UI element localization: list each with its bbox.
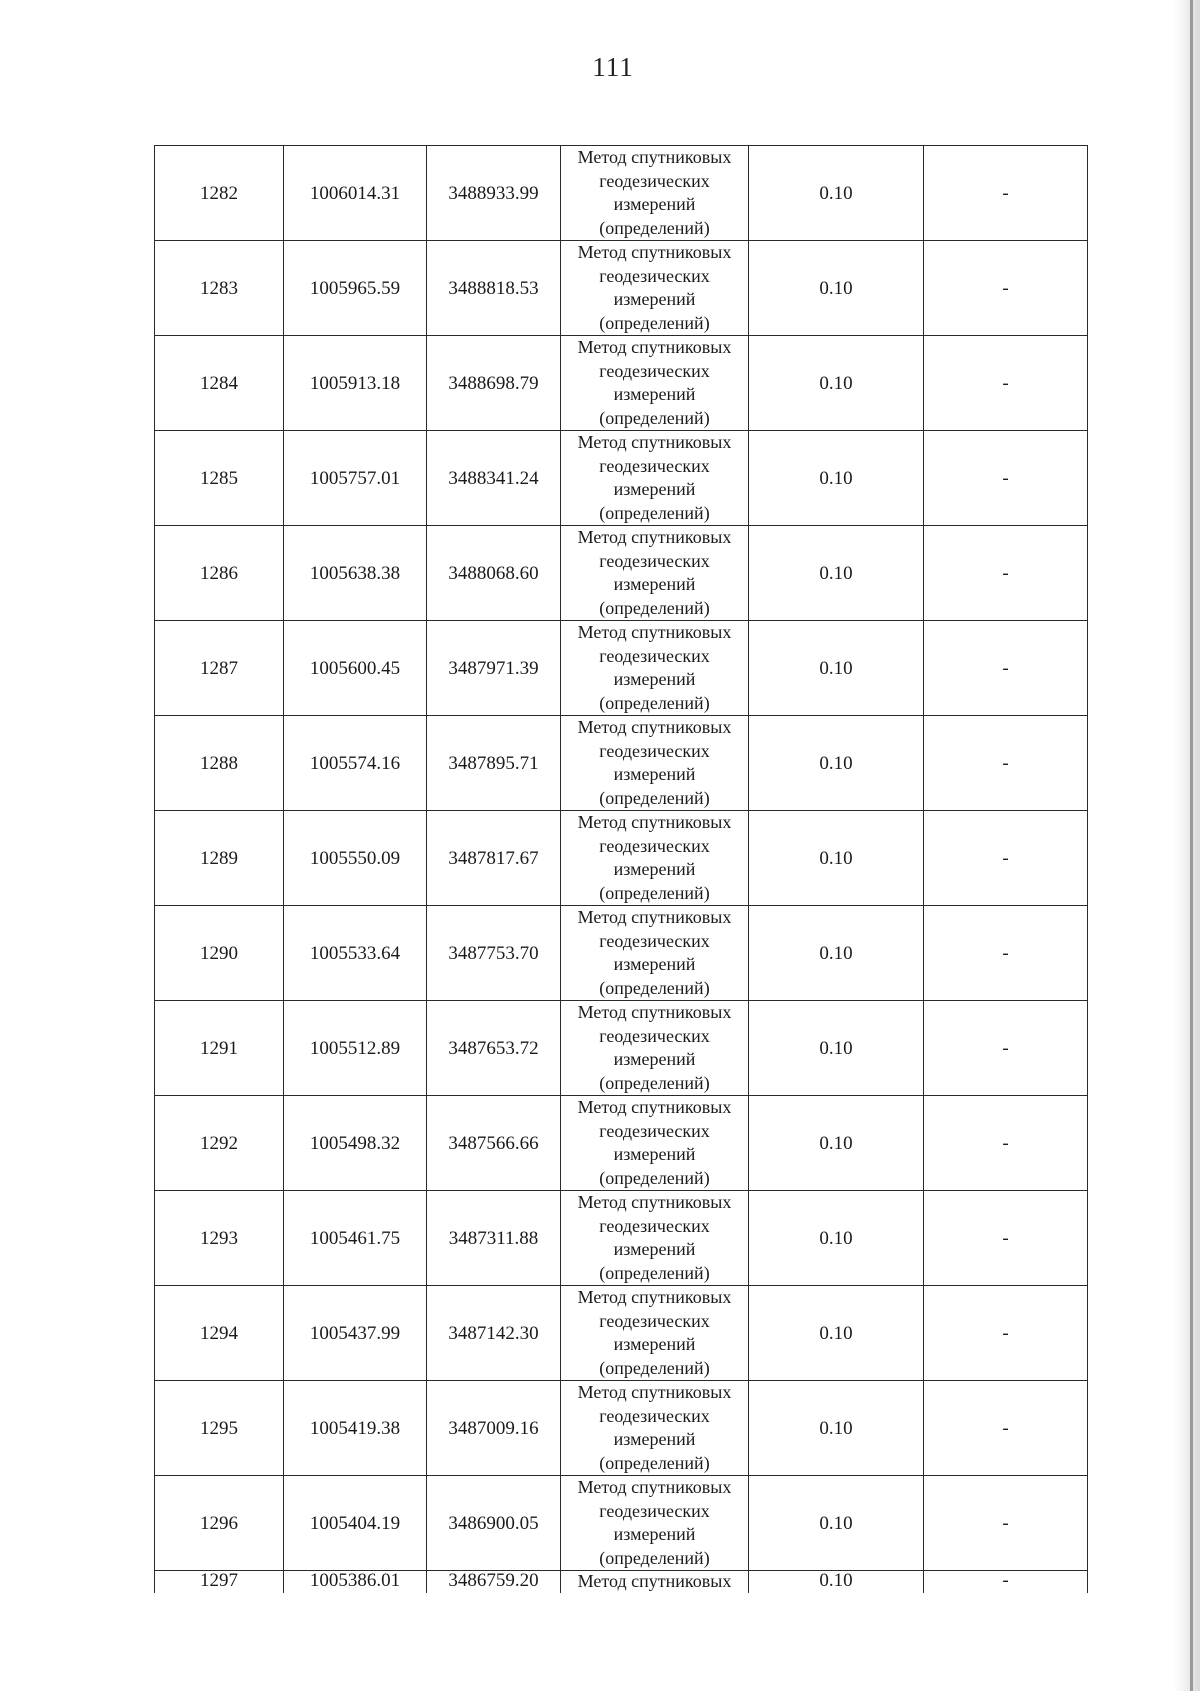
table-row (155, 1001, 1088, 1096)
point-number-cell: 1287 (155, 621, 284, 716)
method-line: Метод спутниковых (577, 432, 732, 452)
accuracy-cell: 0.10 (749, 336, 924, 431)
point-number-cell: 1297 (155, 1571, 284, 1594)
method-line: геодезических (599, 1310, 710, 1331)
table-row (155, 1286, 1088, 1381)
method-line: измерений (613, 859, 696, 879)
x-coordinate-cell: 1005419.38 (284, 1381, 427, 1476)
method-line: измерений (613, 194, 696, 214)
method-line: Метод спутниковых (577, 527, 732, 547)
method-line: измерений (613, 1334, 696, 1354)
accuracy-cell: 0.10 (749, 1096, 924, 1191)
accuracy-cell: 0.10 (749, 431, 924, 526)
note-cell: - (924, 1191, 1088, 1286)
method-line: геодезических (599, 1215, 710, 1236)
method-line: Метод спутниковых (577, 907, 732, 927)
method-line: измерений (613, 669, 696, 689)
method-cell (561, 716, 749, 811)
method-line: геодезических (599, 930, 710, 951)
x-coordinate-cell: 1005512.89 (284, 1001, 427, 1096)
note-cell: - (924, 241, 1088, 336)
method-line: геодезических (599, 1405, 710, 1426)
method-cell (561, 811, 749, 906)
method-cell (561, 146, 749, 241)
point-number-cell: 1293 (155, 1191, 284, 1286)
method-line: (определений) (599, 1452, 710, 1473)
y-coordinate-cell: 3488933.99 (427, 146, 561, 241)
method-line: (определений) (599, 1547, 710, 1568)
y-coordinate-cell: 3487566.66 (427, 1096, 561, 1191)
method-line: геодезических (599, 550, 710, 571)
method-line: (определений) (599, 882, 710, 903)
x-coordinate-cell: 1005437.99 (284, 1286, 427, 1381)
y-coordinate-cell: 3487311.88 (427, 1191, 561, 1286)
x-coordinate-cell: 1005965.59 (284, 241, 427, 336)
note-cell: - (924, 1001, 1088, 1096)
accuracy-cell: 0.10 (749, 526, 924, 621)
method-cell (561, 906, 749, 1001)
method-line: геодезических (599, 1500, 710, 1521)
point-number-cell: 1290 (155, 906, 284, 1001)
method-line: геодезических (599, 265, 710, 286)
y-coordinate-cell: 3487009.16 (427, 1381, 561, 1476)
note-cell: - (924, 1286, 1088, 1381)
x-coordinate-cell: 1005550.09 (284, 811, 427, 906)
method-line: (определений) (599, 692, 710, 713)
method-line: (определений) (599, 977, 710, 998)
x-coordinate-cell: 1005638.38 (284, 526, 427, 621)
point-number-cell: 1286 (155, 526, 284, 621)
table-row (155, 1476, 1088, 1571)
y-coordinate-cell: 3488818.53 (427, 241, 561, 336)
point-number-cell: 1282 (155, 146, 284, 241)
y-coordinate-cell: 3488341.24 (427, 431, 561, 526)
y-coordinate-cell: 3488068.60 (427, 526, 561, 621)
accuracy-cell: 0.10 (749, 1001, 924, 1096)
method-line: геодезических (599, 170, 710, 191)
table-row (155, 716, 1088, 811)
note-cell: - (924, 336, 1088, 431)
point-number-cell: 1285 (155, 431, 284, 526)
method-line: (определений) (599, 787, 710, 808)
method-cell (561, 621, 749, 716)
y-coordinate-cell: 3486759.20 (427, 1571, 561, 1594)
accuracy-cell: 0.10 (749, 811, 924, 906)
method-line: геодезических (599, 455, 710, 476)
method-line: (определений) (599, 502, 710, 523)
y-coordinate-cell: 3487971.39 (427, 621, 561, 716)
y-coordinate-cell: 3486900.05 (427, 1476, 561, 1571)
y-coordinate-cell: 3487895.71 (427, 716, 561, 811)
note-cell: - (924, 716, 1088, 811)
method-line: измерений (613, 1239, 696, 1259)
y-coordinate-cell: 3487753.70 (427, 906, 561, 1001)
point-number-cell: 1291 (155, 1001, 284, 1096)
method-line: измерений (613, 1049, 696, 1069)
method-line: (определений) (599, 597, 710, 618)
coordinates-table-body (155, 146, 1088, 1594)
method-line: измерений (613, 954, 696, 974)
point-number-cell: 1296 (155, 1476, 284, 1571)
method-line: (определений) (599, 1072, 710, 1093)
method-cell (561, 1001, 749, 1096)
point-number-cell: 1292 (155, 1096, 284, 1191)
method-line: геодезических (599, 1120, 710, 1141)
method-cell (561, 1476, 749, 1571)
method-line: измерений (613, 764, 696, 784)
table-row (155, 146, 1088, 241)
method-line: измерений (613, 1429, 696, 1449)
method-line: измерений (613, 574, 696, 594)
method-line: (определений) (599, 217, 710, 238)
method-cell (561, 336, 749, 431)
table-row (155, 906, 1088, 1001)
y-coordinate-cell: 3487653.72 (427, 1001, 561, 1096)
point-number-cell: 1294 (155, 1286, 284, 1381)
method-cell (561, 1191, 749, 1286)
scan-edge-shadow (1174, 0, 1200, 1691)
point-number-cell: 1289 (155, 811, 284, 906)
note-cell: - (924, 1571, 1088, 1594)
x-coordinate-cell: 1005600.45 (284, 621, 427, 716)
note-cell: - (924, 526, 1088, 621)
method-line: Метод спутниковых (577, 1002, 732, 1022)
method-line: геодезических (599, 645, 710, 666)
y-coordinate-cell: 3487817.67 (427, 811, 561, 906)
table-row (155, 1381, 1088, 1476)
method-cell: Метод спутниковых (561, 1571, 749, 1594)
method-line: Метод спутниковых (577, 242, 732, 262)
method-line: измерений (613, 479, 696, 499)
accuracy-cell: 0.10 (749, 146, 924, 241)
note-cell: - (924, 906, 1088, 1001)
method-line: геодезических (599, 835, 710, 856)
method-line: Метод спутниковых (577, 1097, 732, 1117)
note-cell: - (924, 431, 1088, 526)
table-row (155, 1096, 1088, 1191)
table-row (155, 526, 1088, 621)
table-row (155, 811, 1088, 906)
scan-edge-line (1190, 0, 1193, 1691)
method-cell (561, 1381, 749, 1476)
x-coordinate-cell: 1006014.31 (284, 146, 427, 241)
x-coordinate-cell: 1005461.75 (284, 1191, 427, 1286)
table-row (155, 431, 1088, 526)
method-line: Метод спутниковых (577, 1382, 732, 1402)
method-line: (определений) (599, 1262, 710, 1283)
point-number-cell: 1288 (155, 716, 284, 811)
method-cell (561, 1096, 749, 1191)
method-line: измерений (613, 1144, 696, 1164)
note-cell: - (924, 621, 1088, 716)
method-line: Метод спутниковых (577, 1287, 732, 1307)
y-coordinate-cell: 3488698.79 (427, 336, 561, 431)
coordinates-table (154, 145, 1088, 1593)
table-row-partial (155, 1571, 1088, 1594)
accuracy-cell: 0.10 (749, 1571, 924, 1594)
accuracy-cell: 0.10 (749, 621, 924, 716)
method-line: Метод спутниковых (577, 147, 732, 167)
method-line: геодезических (599, 740, 710, 761)
accuracy-cell: 0.10 (749, 1286, 924, 1381)
x-coordinate-cell: 1005913.18 (284, 336, 427, 431)
accuracy-cell: 0.10 (749, 1381, 924, 1476)
method-line: Метод спутниковых (577, 337, 732, 357)
method-line: Метод спутниковых (577, 812, 732, 832)
point-number-cell: 1284 (155, 336, 284, 431)
table-row (155, 621, 1088, 716)
table-row (155, 336, 1088, 431)
method-line: геодезических (599, 1025, 710, 1046)
method-cell (561, 526, 749, 621)
note-cell: - (924, 1476, 1088, 1571)
method-line: Метод спутниковых (577, 717, 732, 737)
method-cell (561, 431, 749, 526)
note-cell: - (924, 1096, 1088, 1191)
accuracy-cell: 0.10 (749, 1191, 924, 1286)
table-row (155, 1191, 1088, 1286)
method-line: (определений) (599, 407, 710, 428)
note-cell: - (924, 1381, 1088, 1476)
method-line: измерений (613, 384, 696, 404)
method-cell (561, 1286, 749, 1381)
accuracy-cell: 0.10 (749, 906, 924, 1001)
page-number: 111 (592, 52, 634, 82)
method-cell (561, 241, 749, 336)
accuracy-cell: 0.10 (749, 1476, 924, 1571)
accuracy-cell: 0.10 (749, 716, 924, 811)
method-line: (определений) (599, 1357, 710, 1378)
x-coordinate-cell: 1005533.64 (284, 906, 427, 1001)
point-number-cell: 1295 (155, 1381, 284, 1476)
x-coordinate-cell: 1005574.16 (284, 716, 427, 811)
method-line: Метод спутниковых (577, 622, 732, 642)
accuracy-cell: 0.10 (749, 241, 924, 336)
method-line: геодезических (599, 360, 710, 381)
x-coordinate-cell: 1005404.19 (284, 1476, 427, 1571)
method-line: Метод спутниковых (577, 1477, 732, 1497)
x-coordinate-cell: 1005757.01 (284, 431, 427, 526)
method-line: Метод спутниковых (577, 1192, 732, 1212)
note-cell: - (924, 146, 1088, 241)
table-row (155, 241, 1088, 336)
method-line: (определений) (599, 1167, 710, 1188)
x-coordinate-cell: 1005498.32 (284, 1096, 427, 1191)
method-line: (определений) (599, 312, 710, 333)
point-number-cell: 1283 (155, 241, 284, 336)
method-line: измерений (613, 1524, 696, 1544)
note-cell: - (924, 811, 1088, 906)
x-coordinate-cell: 1005386.01 (284, 1571, 427, 1594)
y-coordinate-cell: 3487142.30 (427, 1286, 561, 1381)
method-line: измерений (613, 289, 696, 309)
